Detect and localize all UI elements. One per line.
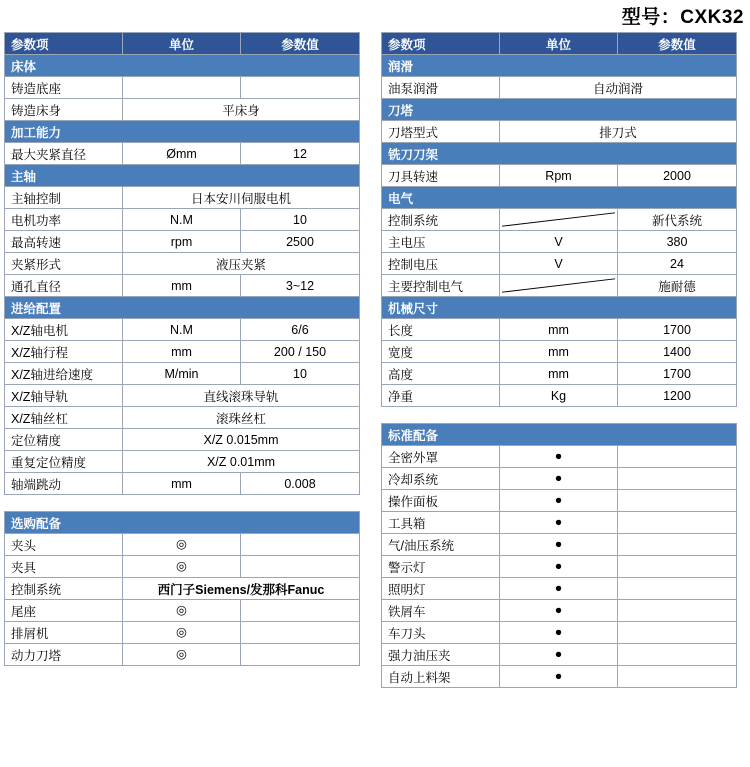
row-label: X/Z轴行程 [5, 341, 123, 363]
row-label: 气/油压系统 [382, 534, 500, 556]
row-value [618, 578, 737, 600]
section-label: 机械尺寸 [382, 297, 737, 319]
section-row [382, 187, 737, 209]
header-unit: 单位 [500, 33, 618, 55]
table-row [5, 534, 360, 556]
row-label: 动力刀塔 [5, 644, 123, 666]
table-row [5, 385, 360, 407]
header-value: 参数值 [618, 33, 737, 55]
main-right-table [381, 32, 737, 407]
row-value [241, 534, 360, 556]
row-label: 工具箱 [382, 512, 500, 534]
section-row [5, 55, 360, 77]
table-row [5, 407, 360, 429]
section-row [382, 143, 737, 165]
dot-mark-icon: ● [500, 446, 618, 468]
table-row [382, 446, 737, 468]
row-label: 铸造底座 [5, 77, 123, 99]
table-row [5, 99, 360, 121]
dot-mark-icon: ● [500, 666, 618, 688]
row-value [241, 644, 360, 666]
row-value [241, 600, 360, 622]
dot-mark-icon: ● [500, 556, 618, 578]
row-unit: Rpm [500, 165, 618, 187]
row-value: 自动润滑 [500, 77, 737, 99]
row-label: 最大夹紧直径 [5, 143, 123, 165]
row-label: 定位精度 [5, 429, 123, 451]
row-label: 冷却系统 [382, 468, 500, 490]
dot-mark-icon: ● [500, 644, 618, 666]
row-value [618, 600, 737, 622]
row-label: 控制系统 [5, 578, 123, 600]
header-value: 参数值 [241, 33, 360, 55]
row-label: 车刀头 [382, 622, 500, 644]
table-row [382, 468, 737, 490]
section-label: 选购配备 [5, 512, 360, 534]
row-label: 强力油压夹 [382, 644, 500, 666]
row-value: 日本安川伺服电机 [123, 187, 360, 209]
dot-mark-icon: ● [500, 468, 618, 490]
section-label: 刀塔 [382, 99, 737, 121]
row-value: 平床身 [123, 99, 360, 121]
row-value: X/Z 0.01mm [123, 451, 360, 473]
row-value: 0.008 [241, 473, 360, 495]
section-label: 主轴 [5, 165, 360, 187]
row-unit: mm [500, 319, 618, 341]
row-unit: V [500, 231, 618, 253]
table-row [382, 121, 737, 143]
row-unit: mm [123, 275, 241, 297]
row-value: X/Z 0.015mm [123, 429, 360, 451]
table-row [5, 429, 360, 451]
empty-cell-strikethrough [500, 275, 618, 297]
row-value: 380 [618, 231, 737, 253]
row-unit: N.M [123, 209, 241, 231]
row-value [618, 534, 737, 556]
row-value: 新代系统 [618, 209, 737, 231]
table-row [382, 512, 737, 534]
row-value: 西门子Siemens/发那科Fanuc [123, 578, 360, 600]
section-label: 润滑 [382, 55, 737, 77]
table-row [5, 473, 360, 495]
dot-mark-icon: ● [500, 600, 618, 622]
row-value: 1200 [618, 385, 737, 407]
table-row [382, 385, 737, 407]
row-value: 10 [241, 363, 360, 385]
row-value: 2500 [241, 231, 360, 253]
row-label: 排屑机 [5, 622, 123, 644]
row-label: X/Z轴导轨 [5, 385, 123, 407]
table-row [5, 275, 360, 297]
ring-mark-icon: ◎ [123, 644, 241, 666]
row-label: 照明灯 [382, 578, 500, 600]
row-value: 12 [241, 143, 360, 165]
header-param: 参数项 [382, 33, 500, 55]
row-value [618, 666, 737, 688]
optional-config-table [4, 511, 360, 666]
table-row [382, 666, 737, 688]
header-param: 参数项 [5, 33, 123, 55]
table-row [382, 341, 737, 363]
table-row [5, 451, 360, 473]
row-value: 排刀式 [500, 121, 737, 143]
row-value [241, 622, 360, 644]
table-row [5, 622, 360, 644]
row-label: 电机功率 [5, 209, 123, 231]
row-value: 1400 [618, 341, 737, 363]
section-label: 进给配置 [5, 297, 360, 319]
row-unit: Ømm [123, 143, 241, 165]
row-label: 通孔直径 [5, 275, 123, 297]
right-column [381, 32, 736, 688]
row-unit: N.M [123, 319, 241, 341]
row-value [618, 446, 737, 468]
table-row [5, 578, 360, 600]
row-value [618, 622, 737, 644]
row-label: 铁屑车 [382, 600, 500, 622]
row-label: 主要控制电气 [382, 275, 500, 297]
table-row [5, 341, 360, 363]
diagonal-line-icon [500, 209, 617, 230]
table-header-row [5, 33, 360, 55]
row-label: 夹头 [5, 534, 123, 556]
row-label: 重复定位精度 [5, 451, 123, 473]
row-unit: mm [123, 473, 241, 495]
row-unit: mm [500, 341, 618, 363]
table-row [5, 77, 360, 99]
row-value [618, 468, 737, 490]
row-value [618, 644, 737, 666]
row-value: 200 / 150 [241, 341, 360, 363]
table-row [5, 363, 360, 385]
dot-mark-icon: ● [500, 534, 618, 556]
row-value: 10 [241, 209, 360, 231]
row-unit: V [500, 253, 618, 275]
row-label: 轴端跳动 [5, 473, 123, 495]
table-row [382, 556, 737, 578]
ring-mark-icon: ◎ [123, 600, 241, 622]
row-label: X/Z轴丝杠 [5, 407, 123, 429]
row-value: 24 [618, 253, 737, 275]
row-value: 1700 [618, 319, 737, 341]
table-row [382, 578, 737, 600]
section-row [5, 165, 360, 187]
row-label: 自动上料架 [382, 666, 500, 688]
row-label: 全密外罩 [382, 446, 500, 468]
row-value [618, 556, 737, 578]
row-label: 长度 [382, 319, 500, 341]
section-row [5, 512, 360, 534]
standard-config-table [381, 423, 737, 688]
row-unit: Kg [500, 385, 618, 407]
table-row [5, 253, 360, 275]
row-value [241, 556, 360, 578]
section-label: 铣刀刀架 [382, 143, 737, 165]
table-row [5, 209, 360, 231]
table-header-row [382, 33, 737, 55]
table-row [5, 319, 360, 341]
table-row [382, 77, 737, 99]
row-label: 主轴控制 [5, 187, 123, 209]
table-row [382, 490, 737, 512]
row-unit: rpm [123, 231, 241, 253]
section-row [382, 99, 737, 121]
row-label: 夹具 [5, 556, 123, 578]
empty-cell-strikethrough [500, 209, 618, 231]
row-value: 直线滚珠导轨 [123, 385, 360, 407]
section-row [382, 55, 737, 77]
section-label: 标准配备 [382, 424, 737, 446]
diagonal-line-icon [500, 275, 617, 296]
row-value [241, 77, 360, 99]
table-row [382, 275, 737, 297]
table-gap [381, 407, 736, 423]
row-label: 最高转速 [5, 231, 123, 253]
table-row [382, 600, 737, 622]
ring-mark-icon: ◎ [123, 556, 241, 578]
dot-mark-icon: ● [500, 512, 618, 534]
row-value: 3~12 [241, 275, 360, 297]
row-value: 1700 [618, 363, 737, 385]
table-gap [4, 495, 359, 511]
row-label: X/Z轴电机 [5, 319, 123, 341]
row-label: X/Z轴进给速度 [5, 363, 123, 385]
main-left-table [4, 32, 360, 495]
section-row [382, 424, 737, 446]
section-row [5, 121, 360, 143]
row-unit: mm [500, 363, 618, 385]
row-unit: mm [123, 341, 241, 363]
row-label: 尾座 [5, 600, 123, 622]
row-label: 宽度 [382, 341, 500, 363]
row-label: 夹紧形式 [5, 253, 123, 275]
page-title: 型号：CXK32 [621, 7, 744, 28]
row-value: 施耐德 [618, 275, 737, 297]
row-label: 刀具转速 [382, 165, 500, 187]
section-label: 电气 [382, 187, 737, 209]
row-unit: M/min [123, 363, 241, 385]
table-row [382, 644, 737, 666]
table-row [382, 165, 737, 187]
row-value: 液压夹紧 [123, 253, 360, 275]
section-row [5, 297, 360, 319]
table-row [5, 187, 360, 209]
table-row [382, 363, 737, 385]
row-value: 6/6 [241, 319, 360, 341]
table-row [5, 231, 360, 253]
table-row [382, 622, 737, 644]
left-column [4, 32, 359, 666]
table-row [382, 534, 737, 556]
dot-mark-icon: ● [500, 490, 618, 512]
row-label: 主电压 [382, 231, 500, 253]
row-value [618, 490, 737, 512]
table-row [5, 143, 360, 165]
row-label: 刀塔型式 [382, 121, 500, 143]
row-value: 2000 [618, 165, 737, 187]
section-label: 加工能力 [5, 121, 360, 143]
row-value [618, 512, 737, 534]
section-label: 床体 [5, 55, 360, 77]
row-value: 滚珠丝杠 [123, 407, 360, 429]
table-row [382, 231, 737, 253]
ring-mark-icon: ◎ [123, 622, 241, 644]
header-unit: 单位 [123, 33, 241, 55]
dot-mark-icon: ● [500, 622, 618, 644]
dot-mark-icon: ● [500, 578, 618, 600]
row-unit [123, 77, 241, 99]
table-row [5, 644, 360, 666]
row-label: 净重 [382, 385, 500, 407]
row-label: 控制电压 [382, 253, 500, 275]
row-label: 高度 [382, 363, 500, 385]
section-row [382, 297, 737, 319]
row-label: 油泵润滑 [382, 77, 500, 99]
table-row [5, 600, 360, 622]
row-label: 铸造床身 [5, 99, 123, 121]
table-row [382, 253, 737, 275]
table-row [5, 556, 360, 578]
row-label: 操作面板 [382, 490, 500, 512]
ring-mark-icon: ◎ [123, 534, 241, 556]
row-label: 控制系统 [382, 209, 500, 231]
table-row [382, 319, 737, 341]
row-label: 警示灯 [382, 556, 500, 578]
table-row [382, 209, 737, 231]
